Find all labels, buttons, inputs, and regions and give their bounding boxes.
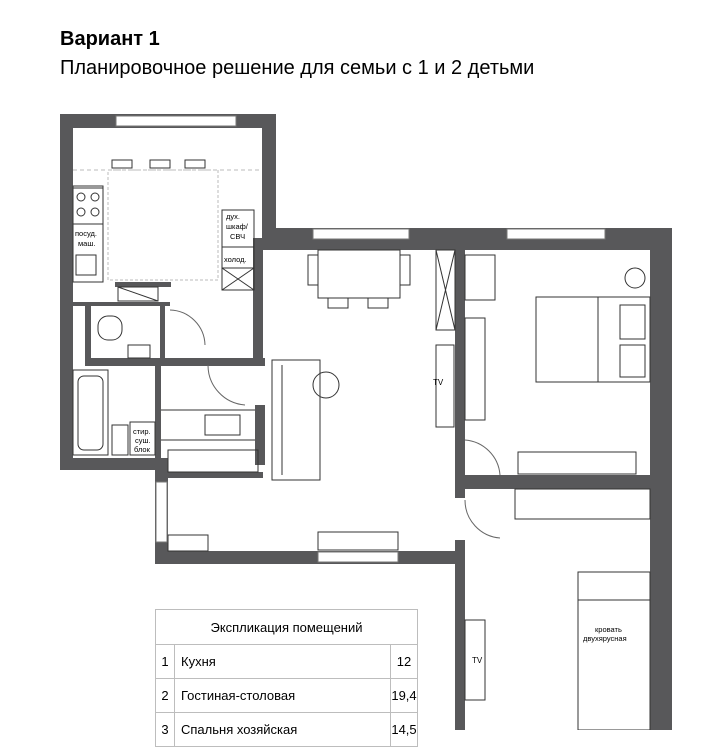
window-balcony: [156, 482, 167, 542]
window-living-bottom: [318, 552, 398, 562]
wall-wc-right: [160, 302, 165, 360]
wall-bath-right: [155, 366, 161, 458]
bedroom-chair: [625, 268, 645, 288]
bunk-bed-label: кровать: [595, 625, 622, 634]
kids-wardrobe: [515, 489, 650, 519]
window-bedroom: [507, 229, 605, 239]
tv-label-living: TV: [433, 378, 444, 387]
window-living: [313, 229, 409, 239]
svg-text:шкаф/: шкаф/: [226, 222, 248, 231]
svg-text:суш.: суш.: [135, 436, 151, 445]
table-row: 3 Спальня хозяйская 14,5: [156, 713, 418, 747]
dining-table: [318, 250, 400, 298]
explication-header: [156, 610, 418, 645]
wall-bedroom-bottom: [455, 475, 655, 489]
sofa: [272, 360, 320, 480]
wall-kitchen-bottom-2: [60, 302, 170, 306]
kitchen-sink-icon: [76, 255, 96, 275]
wall-left-outer: [60, 114, 73, 470]
window-kitchen: [116, 116, 236, 126]
table-row: 2 Гостиная-столовая 19,4: [156, 679, 418, 713]
balcony-wardrobe: [168, 450, 258, 472]
wall-living-right: [455, 238, 465, 498]
windows: [116, 116, 605, 562]
washer-label: стир.: [133, 427, 151, 436]
wall-kitchen-right: [262, 114, 276, 238]
page-title: Вариант 1: [60, 28, 160, 50]
svg-text:двухярусная: двухярусная: [583, 634, 627, 643]
svg-text:СВЧ: СВЧ: [230, 232, 246, 241]
wall-kitchen-bottom: [115, 282, 171, 287]
svg-text:блок: блок: [134, 445, 150, 454]
table-row: 1 Кухня 12: [156, 645, 418, 679]
coffee-table: [313, 372, 339, 398]
wall-bath-bottom: [60, 458, 168, 470]
hob-icon: [73, 188, 103, 224]
wall-wc-left: [85, 306, 91, 361]
oven-label: дух.: [226, 212, 240, 221]
wall-hall-top: [85, 358, 265, 366]
fridge-label: холод.: [224, 255, 247, 264]
tv-label-kids: TV: [472, 656, 483, 665]
tv-stand-bedroom: [465, 318, 485, 420]
bedroom-wardrobe: [518, 452, 636, 474]
wall-living-left-2: [255, 405, 265, 465]
explication-table: [155, 609, 418, 747]
toilet-icon: [98, 316, 122, 340]
page-subtitle: Планировочное решение для семьи с 1 и 2 детьми: [60, 57, 535, 79]
bedroom-desk: [465, 255, 495, 300]
svg-text:маш.: маш.: [78, 239, 96, 248]
wall-balcony-top: [155, 472, 263, 478]
explication-title: Экспликация помещений: [156, 610, 418, 645]
bath-sink-icon: [205, 415, 240, 435]
bunk-bed: [578, 572, 650, 730]
dishwasher-label: посуд.: [75, 229, 97, 238]
wall-kids-left: [455, 540, 465, 730]
wc-sink-icon: [128, 345, 150, 358]
wall-bottom: [155, 551, 465, 564]
kitchen-table: [108, 170, 218, 280]
